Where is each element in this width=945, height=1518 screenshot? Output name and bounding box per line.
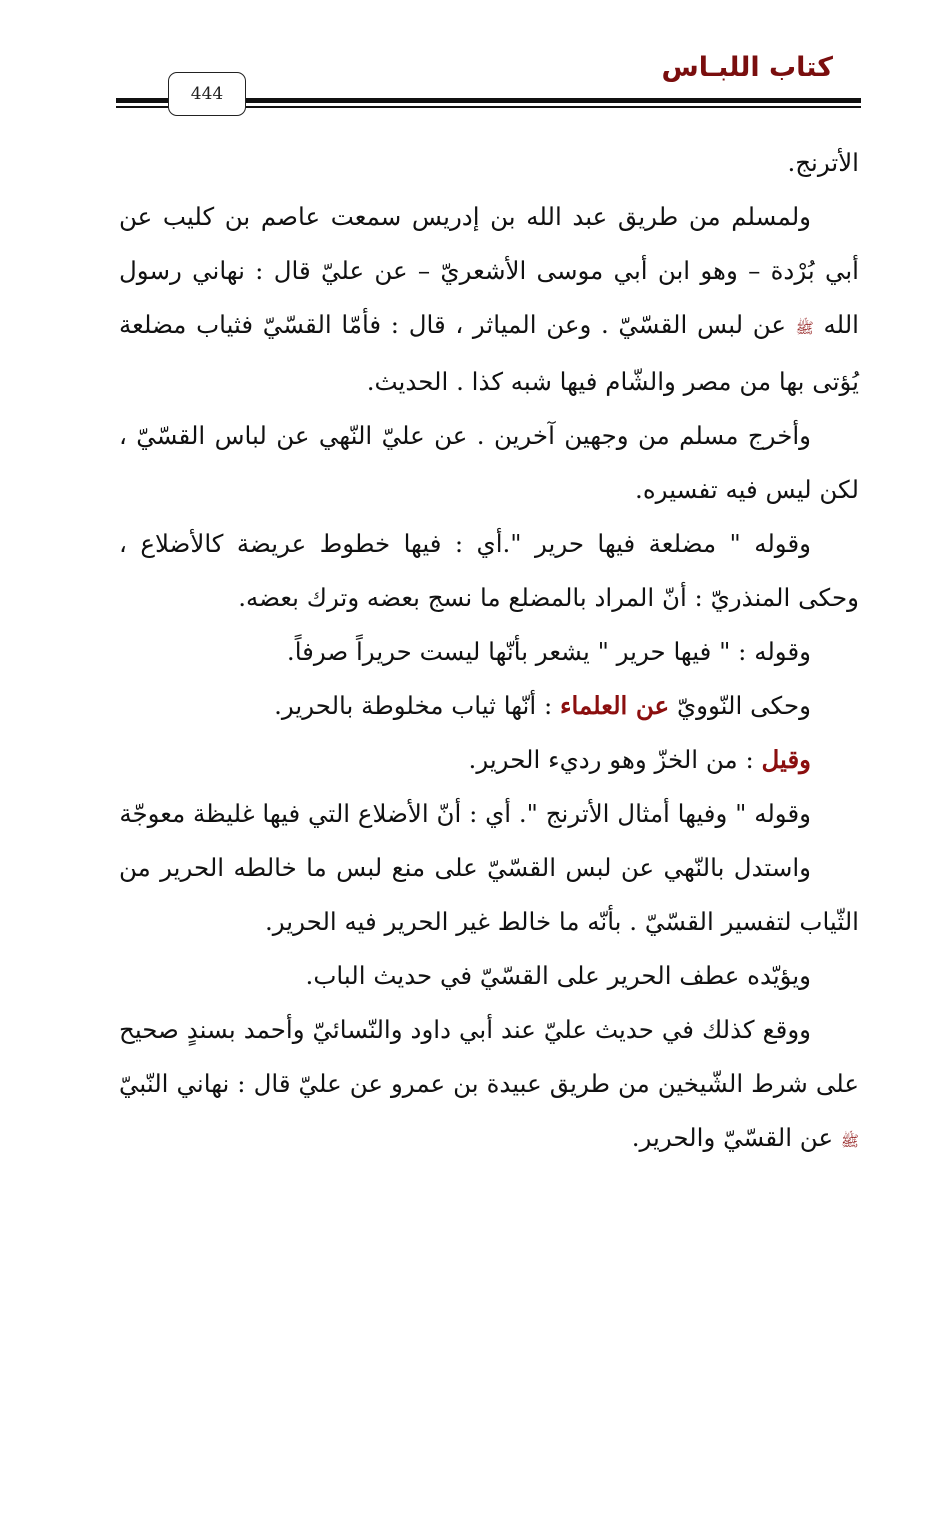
highlight-wa-qil: وقيل <box>761 745 811 774</box>
page-header <box>0 0 945 130</box>
page-body <box>119 136 859 1168</box>
paragraph-2-part-b: عن لبس القسّيّ . وعن المياثر ، قال : فأمّا القسّيّ فثياب مضلعة يُؤتى بها من مصر والشّام فيها شبه كذا . الحديث. <box>119 310 859 396</box>
paragraph-11-part-a: ووقع كذلك في حديث عليّ عند أبي داود والنّسائيّ وأحمد بسندٍ صحيح على شرط الشّيخين من طريق عبيدة بن عمرو عن عليّ قال : نهاني النّبيّ <box>119 1015 859 1098</box>
paragraph-10: ويؤيّده عطف الحرير على القسّيّ في حديث الباب. <box>305 961 811 990</box>
page-number-box <box>168 72 246 116</box>
highlight-an-alulama: عن العلماء <box>560 691 670 720</box>
salawat-symbol: ﷺ <box>840 1132 859 1150</box>
book-title: كتاب اللبـاس <box>661 52 833 83</box>
paragraph-2 <box>119 190 859 409</box>
paragraph-7 <box>119 733 859 787</box>
paragraph-2-part-a: ولمسلم من طريق عبد الله بن إدريس سمعت عاصم بن كليب عن أبي بُرْدة – وهو ابن أبي موسى الأشعريّ – عن عليّ قال : نهاني رسول الله <box>119 202 859 339</box>
paragraph-6 <box>119 679 859 733</box>
paragraph-8: وقوله " وفيها أمثال الأترنج ". أي : أنّ الأضلاع التي فيها غليظة معوجّة <box>119 799 811 828</box>
paragraph-3: وأخرج مسلم من وجهين آخرين . عن عليّ النّهي عن لباس القسّيّ ، لكن ليس فيه تفسيره. <box>119 421 859 504</box>
paragraph-6-part-b: : أنّها ثياب مخلوطة بالحرير. <box>274 691 553 720</box>
paragraph-5: وقوله : " فيها حرير " يشعر بأنّها ليست حريراً صرفاً. <box>286 637 811 666</box>
paragraph-11 <box>119 1003 859 1168</box>
salawat-symbol: ﷺ <box>795 319 814 337</box>
paragraph-4: وقوله " مضلعة فيها حرير ".أي : فيها خطوط عريضة كالأضلاع ، وحكى المنذريّ : أنّ المراد بالمضلع ما نسج بعضه وترك بعضه. <box>119 529 859 612</box>
paragraph-6-part-a: وحكى النّوويّ <box>676 691 811 720</box>
paragraph-7-part-b: : من الخزّ وهو رديء الحرير. <box>468 745 754 774</box>
page-number: 444 <box>190 84 224 104</box>
paragraph-11-part-b: عن القسّيّ والحرير. <box>631 1123 834 1152</box>
paragraph-9: واستدل بالنّهي عن لبس القسّيّ على منع لبس ما خالطه الحرير من الثّياب لتفسير القسّيّ . بأنّه ما خالط غير الحرير فيه الحرير. <box>119 853 859 936</box>
paragraph-1: الأترنج. <box>787 148 859 177</box>
